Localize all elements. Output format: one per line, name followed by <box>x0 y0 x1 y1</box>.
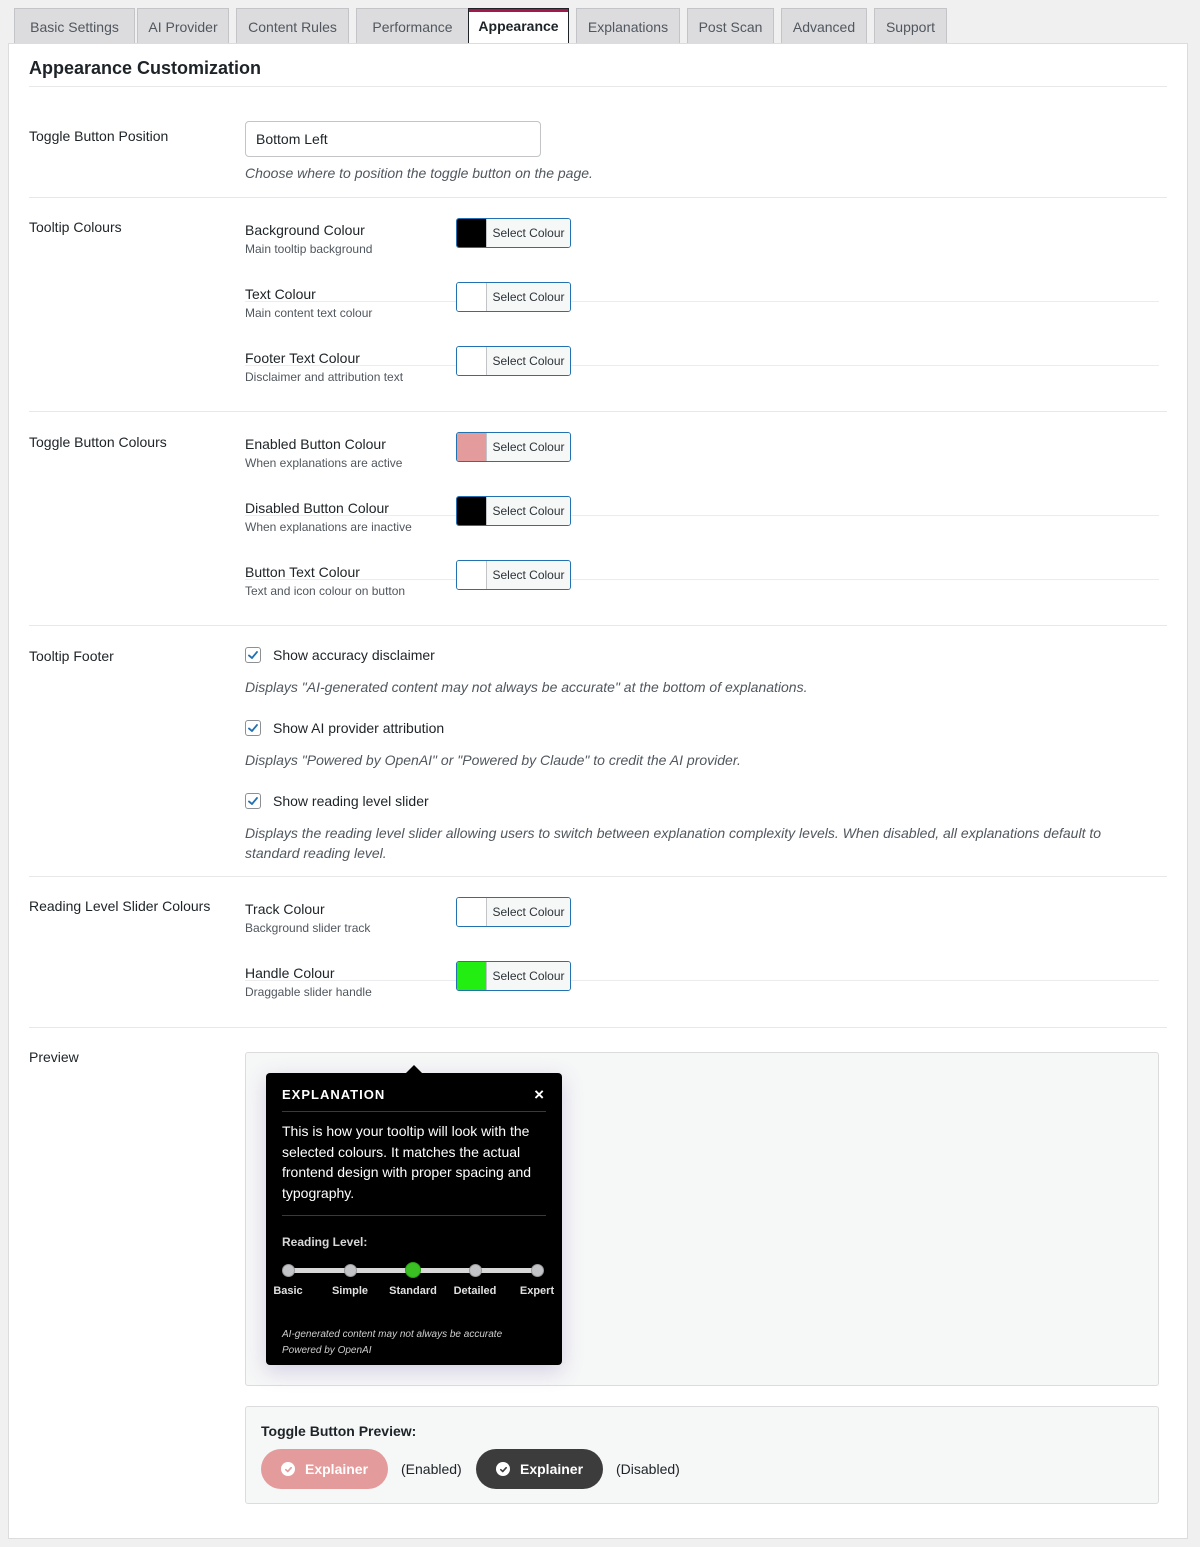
colour-title: Background Colour <box>245 222 365 238</box>
colour-swatch <box>457 561 487 589</box>
check-circle-icon <box>496 1462 510 1476</box>
text-colour-picker[interactable] <box>456 282 571 312</box>
tooltip-arrow <box>406 1065 422 1073</box>
enabled-note: (Enabled) <box>401 1461 462 1477</box>
divider <box>29 625 1167 626</box>
colour-title: Disabled Button Colour <box>245 500 389 516</box>
tooltip-preview-area <box>245 1052 1159 1386</box>
slider-colours-label: Reading Level Slider Colours <box>29 898 211 914</box>
tab-support[interactable]: Support <box>874 8 947 44</box>
reading-level-slider-checkbox[interactable] <box>245 793 261 809</box>
checkbox-label: Show accuracy disclaimer <box>273 647 435 663</box>
colour-row-footer-text <box>245 350 1159 414</box>
level-label-expert: Expert <box>519 1285 555 1297</box>
select-colour-button[interactable]: Select Colour <box>487 433 570 461</box>
provider-attribution-option <box>245 720 444 736</box>
enabled-button-colour-picker[interactable] <box>456 432 571 462</box>
toggle-button-label: Explainer <box>520 1461 584 1477</box>
tab-advanced[interactable]: Advanced <box>781 8 867 44</box>
tooltip-footer-label: Tooltip Footer <box>29 648 114 664</box>
tab-ai-provider[interactable]: AI Provider <box>137 8 229 44</box>
select-colour-button[interactable]: Select Colour <box>487 497 570 525</box>
toggle-preview-title: Toggle Button Preview: <box>261 1423 417 1439</box>
preview-label: Preview <box>29 1049 79 1065</box>
select-colour-button[interactable]: Select Colour <box>487 962 570 990</box>
tab-appearance[interactable]: Appearance <box>468 8 569 44</box>
colour-subtitle: Text and icon colour on button <box>245 584 406 598</box>
tooltip-body: This is how your tooltip will look with the selected colours. It matches the actual frontend design with proper spacing and typography. <box>282 1123 532 1201</box>
footer-text-colour-picker[interactable] <box>456 346 571 376</box>
divider <box>29 411 1167 412</box>
colour-subtitle: Draggable slider handle <box>245 985 372 999</box>
divider <box>29 876 1167 877</box>
slider-handle-standard[interactable] <box>405 1262 421 1278</box>
tab-basic-settings[interactable]: Basic Settings <box>14 8 135 44</box>
disabled-toggle-button[interactable] <box>476 1449 603 1489</box>
tooltip-attribution: Powered by OpenAI <box>282 1345 372 1356</box>
disabled-note: (Disabled) <box>616 1461 680 1477</box>
colour-swatch <box>457 283 487 311</box>
toggle-button-colours-label: Toggle Button Colours <box>29 434 167 450</box>
colour-swatch <box>457 497 487 525</box>
colour-row-button-text <box>245 564 1159 628</box>
tooltip-heading: EXPLANATION <box>282 1087 386 1102</box>
select-colour-button[interactable]: Select Colour <box>487 219 570 247</box>
slider-stop-detailed[interactable] <box>469 1264 482 1277</box>
tooltip-divider <box>282 1111 546 1112</box>
colour-row-enabled <box>245 436 1159 500</box>
colour-swatch <box>457 433 487 461</box>
disabled-button-colour-picker[interactable] <box>456 496 571 526</box>
option-description: Displays "Powered by OpenAI" or "Powered by Claude" to credit the AI provider. <box>245 752 741 768</box>
option-description: Displays the reading level slider allowing users to switch between explanation complexity levels. When disabled, all explanations default to standard reading level. <box>245 825 1102 861</box>
level-label-simple: Simple <box>331 1285 369 1297</box>
toggle-position-description: Choose where to position the toggle button on the page. <box>245 165 593 181</box>
accuracy-disclaimer-option <box>245 647 435 663</box>
check-circle-icon <box>281 1462 295 1476</box>
select-colour-button[interactable]: Select Colour <box>487 898 570 926</box>
handle-colour-picker[interactable] <box>456 961 571 991</box>
checkbox-label: Show reading level slider <box>273 793 429 809</box>
colour-subtitle: When explanations are inactive <box>245 520 412 534</box>
reading-level-label: Reading Level: <box>282 1235 368 1249</box>
select-colour-button[interactable]: Select Colour <box>487 347 570 375</box>
enabled-toggle-button[interactable] <box>261 1449 388 1489</box>
colour-row-disabled <box>245 500 1159 564</box>
slider-stop-simple[interactable] <box>344 1264 357 1277</box>
toggle-position-select[interactable]: Bottom Left <box>245 121 541 157</box>
colour-subtitle: Disclaimer and attribution text <box>245 370 404 384</box>
tooltip-preview <box>266 1073 562 1365</box>
option-description: Displays "AI-generated content may not always be accurate" at the bottom of explanations. <box>245 679 808 695</box>
colour-title: Text Colour <box>245 286 316 302</box>
slider-stop-basic[interactable] <box>282 1264 295 1277</box>
track-colour-picker[interactable] <box>456 897 571 927</box>
level-label-basic: Basic <box>273 1285 303 1297</box>
colour-swatch <box>457 219 487 247</box>
colour-swatch <box>457 347 487 375</box>
colour-row-background <box>245 222 1159 286</box>
tab-explanations[interactable]: Explanations <box>576 8 680 44</box>
colour-swatch <box>457 962 487 990</box>
colour-row-text <box>245 286 1159 350</box>
divider <box>29 1027 1167 1028</box>
checkmark-icon <box>247 722 259 734</box>
colour-title: Enabled Button Colour <box>245 436 386 452</box>
tab-post-scan[interactable]: Post Scan <box>687 8 774 44</box>
colour-subtitle: When explanations are active <box>245 456 403 470</box>
accuracy-disclaimer-checkbox[interactable] <box>245 647 261 663</box>
level-label-detailed: Detailed <box>453 1285 497 1297</box>
colour-subtitle: Main tooltip background <box>245 242 373 256</box>
colour-subtitle: Main content text colour <box>245 306 373 320</box>
provider-attribution-checkbox[interactable] <box>245 720 261 736</box>
tooltip-colours-label: Tooltip Colours <box>29 219 122 235</box>
colour-subtitle: Background slider track <box>245 921 371 935</box>
divider <box>29 197 1167 198</box>
tooltip-divider <box>282 1215 546 1216</box>
reading-level-slider-option <box>245 793 429 809</box>
select-colour-button[interactable]: Select Colour <box>487 561 570 589</box>
divider <box>29 86 1167 87</box>
checkmark-icon <box>247 795 259 807</box>
button-text-colour-picker[interactable] <box>456 560 571 590</box>
toggle-button-label: Explainer <box>305 1461 369 1477</box>
colour-title: Track Colour <box>245 901 325 917</box>
settings-panel <box>8 43 1188 1539</box>
colour-title: Handle Colour <box>245 965 335 981</box>
slider-stop-expert[interactable] <box>531 1264 544 1277</box>
colour-title: Button Text Colour <box>245 564 360 580</box>
tooltip-disclaimer: AI-generated content may not always be accurate <box>282 1329 503 1340</box>
select-colour-button[interactable]: Select Colour <box>487 283 570 311</box>
colour-row-track <box>245 901 1159 965</box>
toggle-button-preview-area <box>245 1406 1159 1504</box>
toggle-position-label: Toggle Button Position <box>29 128 169 144</box>
tab-content-rules[interactable]: Content Rules <box>236 8 349 44</box>
background-colour-picker[interactable] <box>456 218 571 248</box>
colour-row-handle <box>245 965 1159 1029</box>
checkbox-label: Show AI provider attribution <box>273 720 445 736</box>
page-title: Appearance Customization <box>29 58 262 78</box>
checkmark-icon <box>247 649 259 661</box>
colour-swatch <box>457 898 487 926</box>
close-icon[interactable]: × <box>534 1085 544 1104</box>
colour-title: Footer Text Colour <box>245 350 360 366</box>
tab-performance[interactable]: Performance <box>356 8 469 44</box>
reading-level-slider[interactable] <box>273 1263 555 1297</box>
level-label-standard: Standard <box>389 1285 437 1297</box>
